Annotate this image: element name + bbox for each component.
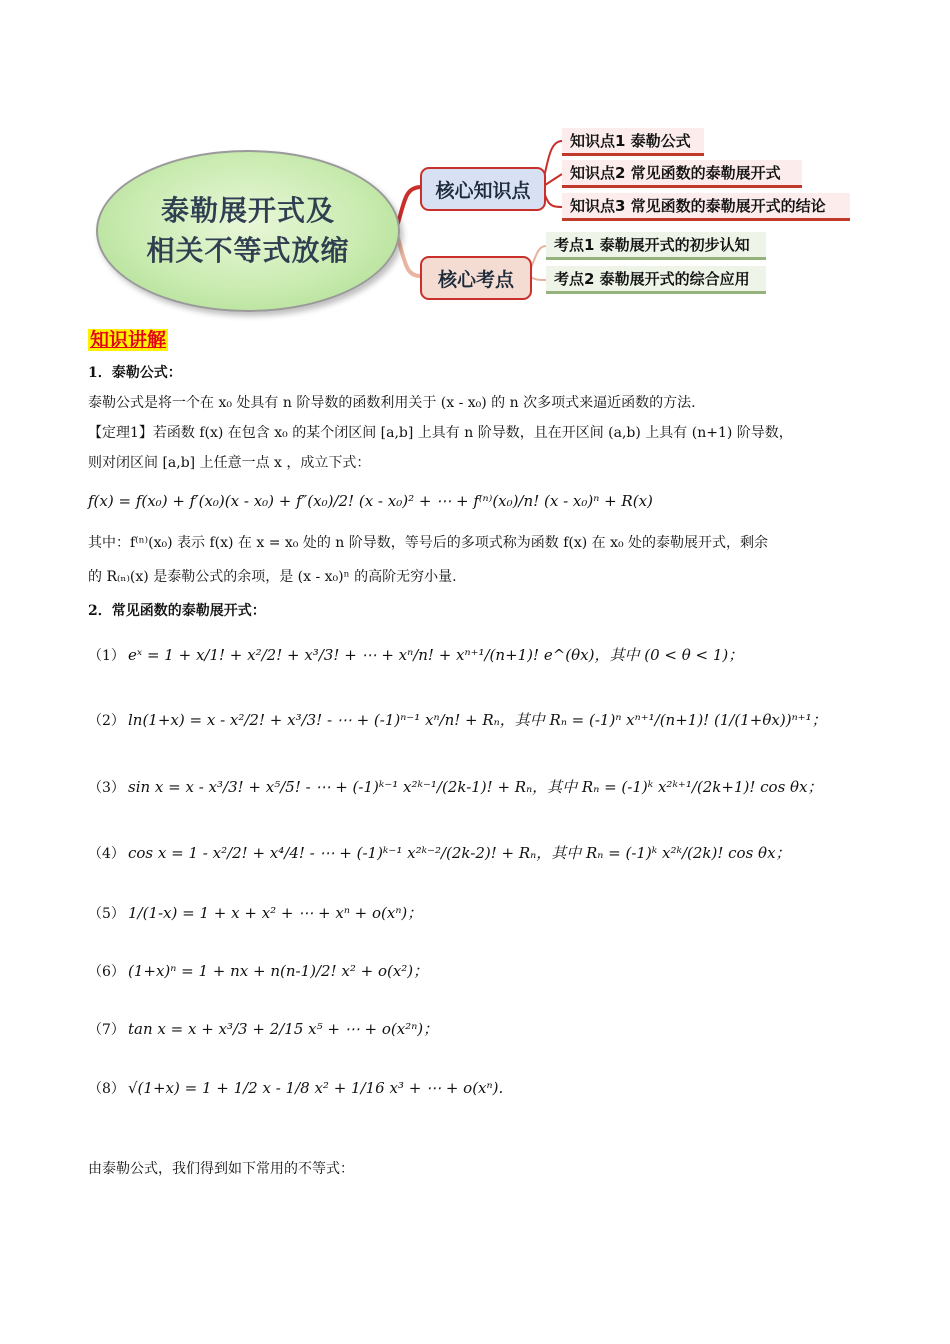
expansion-formula: ln(1+x) = x - x²/2! + x³/3! - ⋯ + (-1)ⁿ⁻¹ xⁿ/n! + Rₙ，其中 Rₙ = (-1)ⁿ xⁿ⁺¹/(n+1)! (1/(1+θx))ⁿ⁺¹；	[128, 711, 827, 729]
expansion-formula: tan x = x + x³/3 + 2/15 x⁵ + ⋯ + o(x²ⁿ)；	[128, 1020, 439, 1038]
knowledge-point-1: 知识点1 泰勒公式	[562, 128, 704, 156]
theorem-line-1: 【定理1】若函数 f(x) 在包含 x₀ 的某个闭区间 [a,b] 上具有 n 阶导数，且在开区间 (a,b) 上具有 (n+1) 阶导数，	[88, 425, 793, 441]
section-1-intro: 泰勒公式是将一个在 x₀ 处具有 n 阶导数的函数利用关于 (x - x₀) 的 n 次多项式来逼近函数的方法.	[88, 395, 696, 411]
section-2-title: 2．常见函数的泰勒展开式：	[88, 603, 266, 619]
expansion-index: （2）	[88, 713, 125, 729]
expansion-item	[88, 903, 422, 924]
expansion-item	[88, 843, 791, 864]
hub-core-knowledge: 核心知识点	[420, 167, 546, 211]
expansion-formula: 1/(1-x) = 1 + x + x² + ⋯ + xⁿ + o(xⁿ)；	[128, 904, 423, 922]
expansion-formula: √(1+x) = 1 + 1/2 x - 1/8 x² + 1/16 x³ + ⋯ + o(xⁿ).	[128, 1079, 504, 1097]
expansion-index: （4）	[88, 846, 125, 862]
central-topic-line1: 泰勒展开式及	[160, 194, 335, 227]
mind-map	[0, 0, 950, 320]
expansion-formula: (1+x)ⁿ = 1 + nx + n(n-1)/2! x² + o(x²)；	[128, 962, 429, 980]
expansion-formula: eˣ = 1 + x/1! + x²/2! + x³/3! + ⋯ + xⁿ/n! + xⁿ⁺¹/(n+1)! e^(θx)，其中 (0 < θ < 1)；	[128, 646, 744, 664]
closing-text: 由泰勒公式，我们得到如下常用的不等式：	[88, 1161, 354, 1177]
expansion-index: （6）	[88, 964, 125, 980]
knowledge-point-2: 知识点2 常见函数的泰勒展开式	[562, 160, 802, 188]
explain-line-1: 其中：f⁽ⁿ⁾(x₀) 表示 f(x) 在 x = x₀ 处的 n 阶导数，等号后的多项式称为函数 f(x) 在 x₀ 处的泰勒展开式，剩余	[88, 535, 769, 551]
expansion-item	[88, 645, 743, 666]
exam-point-2: 考点2 泰勒展开式的综合应用	[546, 266, 766, 294]
explain-line-2: 的 R₍ₙ₎(x) 是泰勒公式的余项，是 (x - x₀)ⁿ 的高阶无穷小量.	[88, 569, 457, 585]
expansion-index: （5）	[88, 906, 125, 922]
central-topic-line2: 相关不等式放缩	[146, 234, 350, 267]
expansion-index: （8）	[88, 1081, 125, 1097]
expansion-index: （1）	[88, 648, 125, 664]
expansion-item	[88, 1019, 438, 1040]
section-1-title: 1．泰勒公式：	[88, 365, 182, 381]
theorem-line-2: 则对闭区间 [a,b] 上任意一点 x ，成立下式：	[88, 455, 371, 471]
expansion-item	[88, 961, 428, 982]
expansion-list	[88, 635, 878, 1155]
section-heading: 知识讲解	[90, 329, 167, 351]
knowledge-point-3: 知识点3 常见函数的泰勒展开式的结论	[562, 193, 850, 221]
taylor-formula: f(x) = f(x₀) + f′(x₀)(x - x₀) + f″(x₀)/2! (x - x₀)² + ⋯ + f⁽ⁿ⁾(x₀)/n! (x - x₀)ⁿ + R(x)	[88, 492, 653, 510]
expansion-item	[88, 710, 827, 731]
hub-core-exam: 核心考点	[420, 256, 532, 300]
expansion-item	[88, 1078, 503, 1099]
document-body	[88, 325, 878, 1179]
central-topic	[96, 150, 400, 312]
expansion-formula: cos x = 1 - x²/2! + x⁴/4! - ⋯ + (-1)ᵏ⁻¹ x²ᵏ⁻²/(2k-2)! + Rₙ，其中 Rₙ = (-1)ᵏ x²ᵏ/(2k)! cos θx；	[128, 844, 791, 862]
expansion-index: （7）	[88, 1022, 125, 1038]
expansion-index: （3）	[88, 780, 125, 796]
expansion-formula: sin x = x - x³/3! + x⁵/5! - ⋯ + (-1)ᵏ⁻¹ x²ᵏ⁻¹/(2k-1)! + Rₙ，其中 Rₙ = (-1)ᵏ x²ᵏ⁺¹/(2k+1)! cos θx；	[128, 778, 823, 796]
expansion-item	[88, 777, 823, 798]
exam-point-1: 考点1 泰勒展开式的初步认知	[546, 232, 766, 260]
